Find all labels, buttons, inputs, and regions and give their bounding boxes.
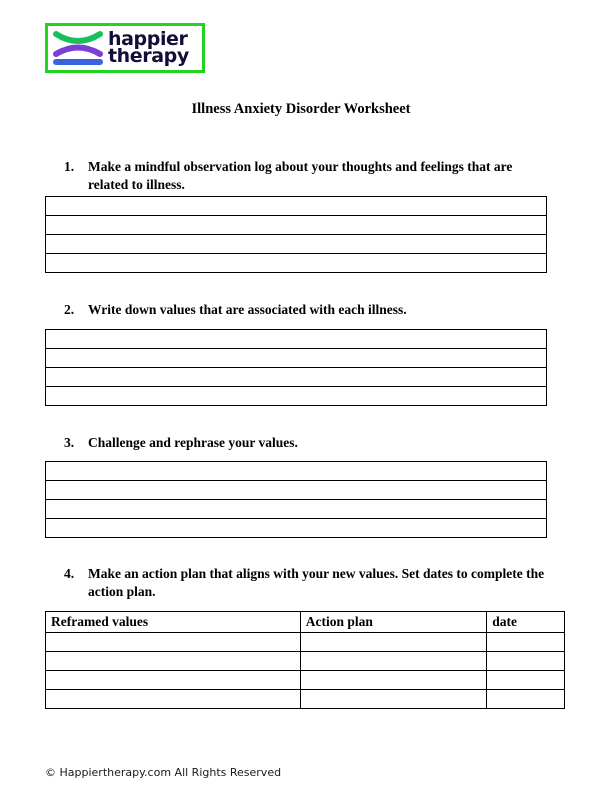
table-row[interactable]: [46, 349, 547, 368]
question-1-number: 1.: [64, 159, 75, 174]
happier-therapy-logo: [45, 23, 205, 73]
question-2-number: 2.: [64, 302, 75, 317]
table-cell-action-plan[interactable]: [300, 633, 486, 652]
action-plan-table[interactable]: [45, 611, 565, 709]
page-title: Illness Anxiety Disorder Worksheet: [191, 101, 411, 117]
illness-values-table[interactable]: [45, 329, 547, 406]
table-cell-date[interactable]: [487, 671, 565, 690]
table-row[interactable]: [46, 633, 565, 652]
table-cell-reframed-values[interactable]: [46, 690, 301, 709]
table-cell[interactable]: [46, 349, 547, 368]
question-1-text: Make a mindful observation log about your thoughts and feelings that are related to illness.: [88, 159, 513, 192]
table-row[interactable]: [46, 519, 547, 538]
table-cell-reframed-values[interactable]: [46, 633, 301, 652]
table-cell-date[interactable]: [487, 633, 565, 652]
table-row[interactable]: [46, 481, 547, 500]
table-cell[interactable]: [46, 387, 547, 406]
table-row[interactable]: [46, 387, 547, 406]
question-4: [64, 565, 556, 601]
challenge-rephrase-table[interactable]: [45, 461, 547, 538]
question-4-number: 4.: [64, 566, 75, 581]
table-row[interactable]: [46, 330, 547, 349]
column-header-date: date: [487, 612, 565, 633]
observation-log-table[interactable]: [45, 196, 547, 273]
table-cell[interactable]: [46, 519, 547, 538]
table-cell[interactable]: [46, 330, 547, 349]
table-row[interactable]: [46, 462, 547, 481]
observation-log-table-body: [46, 197, 547, 273]
table-cell[interactable]: [46, 235, 547, 254]
table-row[interactable]: [46, 368, 547, 387]
table-row[interactable]: [46, 671, 565, 690]
table-row[interactable]: [46, 500, 547, 519]
table-header-row: [46, 612, 565, 633]
table-cell[interactable]: [46, 368, 547, 387]
question-4-text: Make an action plan that aligns with your new values. Set dates to complete the action plan.: [88, 566, 545, 599]
table-cell[interactable]: [46, 481, 547, 500]
challenge-rephrase-table-body: [46, 462, 547, 538]
question-3-text: Challenge and rephrase your values.: [88, 435, 298, 450]
table-cell-action-plan[interactable]: [300, 671, 486, 690]
table-row[interactable]: [46, 216, 547, 235]
table-row[interactable]: [46, 254, 547, 273]
table-cell[interactable]: [46, 254, 547, 273]
action-plan-table-head: [46, 612, 565, 633]
column-header-action-plan: Action plan: [300, 612, 486, 633]
table-cell[interactable]: [46, 462, 547, 481]
table-cell[interactable]: [46, 500, 547, 519]
table-cell-reframed-values[interactable]: [46, 652, 301, 671]
logo-wordmark: [108, 27, 198, 67]
footer-copyright: © Happiertherapy.com All Rights Reserved: [45, 766, 282, 779]
table-cell-action-plan[interactable]: [300, 690, 486, 709]
illness-values-table-body: [46, 330, 547, 406]
table-row[interactable]: [46, 197, 547, 216]
question-3: [64, 434, 556, 452]
table-row[interactable]: [46, 235, 547, 254]
table-cell-date[interactable]: [487, 690, 565, 709]
table-row[interactable]: [46, 652, 565, 671]
column-header-reframed-values: Reframed values: [46, 612, 301, 633]
table-cell-action-plan[interactable]: [300, 652, 486, 671]
table-cell-date[interactable]: [487, 652, 565, 671]
question-3-number: 3.: [64, 435, 75, 450]
logo-wordmark-line1: happier: [108, 27, 188, 50]
table-cell[interactable]: [46, 197, 547, 216]
table-cell[interactable]: [46, 216, 547, 235]
table-cell-reframed-values[interactable]: [46, 671, 301, 690]
logo-wordmark-line2: therapy: [108, 45, 189, 67]
table-row[interactable]: [46, 690, 565, 709]
question-1: [64, 158, 556, 194]
question-2-text: Write down values that are associated with each illness.: [88, 302, 407, 317]
action-plan-table-body: [46, 633, 565, 709]
question-2: [64, 301, 556, 319]
logo-arcs-icon: [52, 28, 104, 68]
